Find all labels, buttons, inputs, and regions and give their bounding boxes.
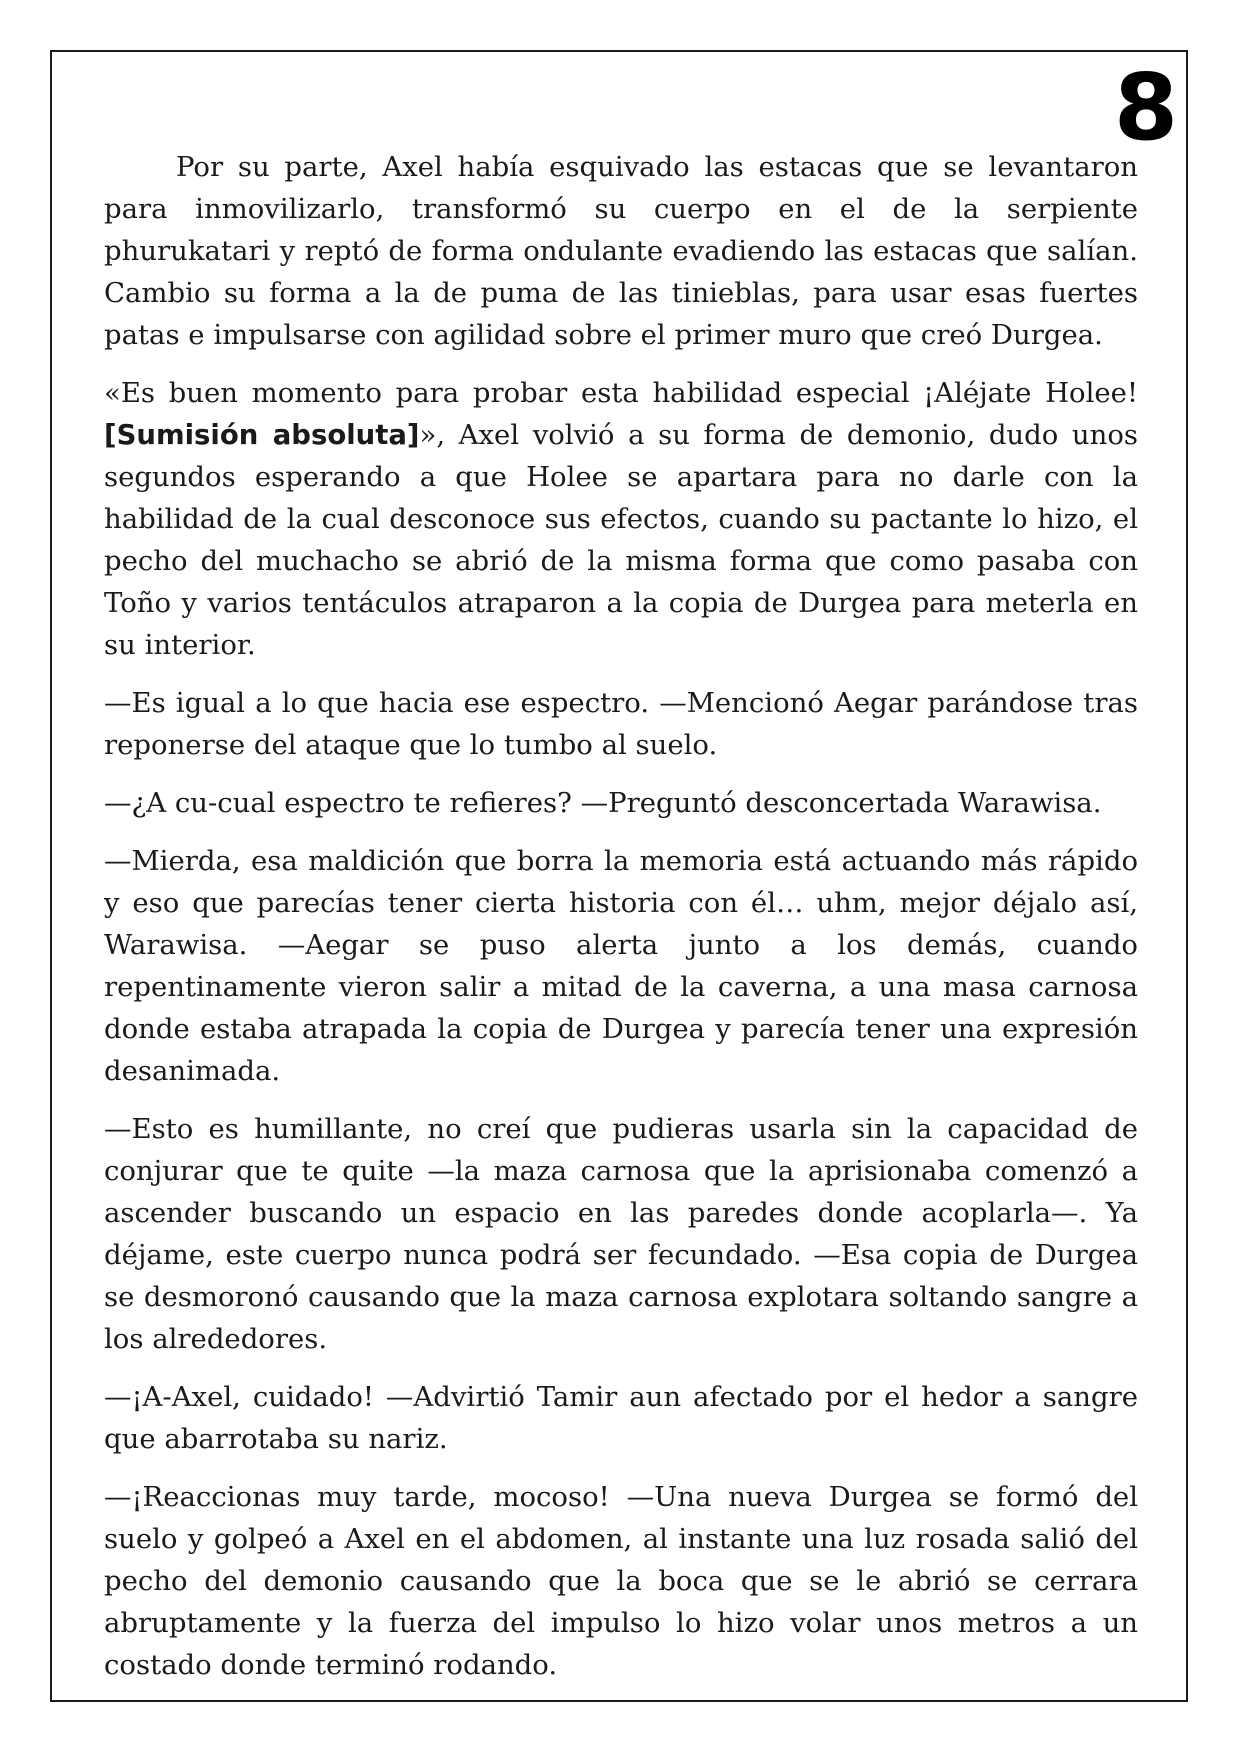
paragraph: —Es igual a lo que hacia ese espectro. —Mencionó Aegar parándose tras reponerse del ataque que lo tumbo al suelo. (104, 687, 1138, 761)
paragraph-text: «Es buen momento para probar esta habilidad especial ¡Aléjate Holee! (104, 377, 1138, 409)
paragraph: —Esto es humillante, no creí que pudieras usarla sin la capacidad de conjurar que te quite —la maza carnosa que la aprisionaba comenzó a ascender buscando un espacio en las paredes donde acoplarla—. Ya déjame, este cuerpo nunca podrá ser fecundado. —Esa copia de Durgea se desmoronó causando que la maza carnosa explotara soltando sangre a los alrededores. (104, 1113, 1138, 1355)
paragraph-text: », Axel volvió a su forma de demonio, dudo unos segundos esperando a que Holee se apartara para no darle con la habilidad de la cual desconoce sus efectos, cuando su pactante lo hizo, el pecho del muchacho se abrió de la misma forma que como pasaba con Toño y varios tentáculos atraparon a la copia de Durgea para meterla en su interior. (104, 419, 1138, 661)
paragraph: —¡A-Axel, cuidado! —Advirtió Tamir aun afectado por el hedor a sangre que abarrotaba su nariz. (104, 1381, 1138, 1455)
paragraph: Por su parte, Axel había esquivado las estacas que se levantaron para inmovilizarlo, transformó su cuerpo en el de la serpiente phurukatari y reptó de forma ondulante evadiendo las estacas que salían. Cambio su forma a la de puma de las tinieblas, para usar esas fuertes patas e impulsarse con agilidad sobre el primer muro que creó Durgea. (104, 151, 1138, 351)
paragraph (104, 372, 1138, 666)
skill-name: [Sumisión absoluta] (104, 419, 420, 451)
paragraph: —¡Reaccionas muy tarde, mocoso! —Una nueva Durgea se formó del suelo y golpeó a Axel en el abdomen, al instante una luz rosada salió del pecho del demonio causando que la boca que se le abrió se cerrara abruptamente y la fuerza del impulso lo hizo volar unos metros a un costado donde terminó rodando. (104, 1481, 1138, 1681)
text-body (104, 146, 1138, 1702)
paragraph: —¿A cu-cual espectro te refieres? —Preguntó desconcertada Warawisa. (104, 787, 1102, 819)
paragraph: —Mierda, esa maldición que borra la memoria está actuando más rápido y eso que parecías tener cierta historia con él… uhm, mejor déjalo así, Warawisa. —Aegar se puso alerta junto a los demás, cuando repentinamente vieron salir a mitad de la caverna, a una masa carnosa donde estaba atrapada la copia de Durgea y parecía tener una expresión desanimada. (104, 845, 1138, 1087)
page-number: 8 (1113, 54, 1178, 161)
